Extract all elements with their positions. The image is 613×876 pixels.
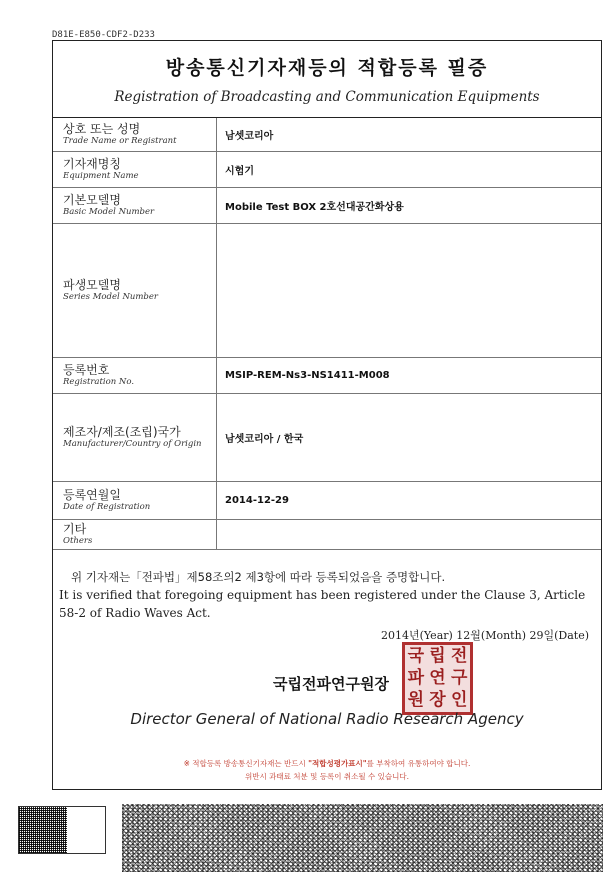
- registration-table: [53, 117, 601, 550]
- field-label: [53, 358, 217, 393]
- field-label: [53, 482, 217, 519]
- notice-line-2: 위반시 과태료 처분 및 등록이 취소될 수 있습니다.: [245, 772, 409, 781]
- field-row-registration-no: [53, 358, 601, 394]
- field-row-basic-model: [53, 188, 601, 224]
- qr-pattern: [19, 807, 67, 853]
- seal-char: 립: [429, 645, 446, 666]
- field-label: [53, 520, 217, 549]
- field-label-en: Date of Registration: [63, 501, 151, 512]
- field-label-en: Others: [63, 535, 93, 546]
- field-label-en: Trade Name or Registrant: [63, 135, 177, 146]
- issue-date: 2014년(Year) 12월(Month) 29일(Date): [380, 629, 589, 642]
- statement-korean: 위 기자재는「전파법」제58조의2 제3항에 따라 등록되었음을 증명합니다.: [71, 570, 446, 584]
- notice-emphasis: "적합성평가표시": [308, 759, 367, 768]
- document-id: D81E-E850-CDF2-D233: [52, 30, 155, 40]
- field-label-en: Series Model Number: [63, 291, 158, 302]
- seal-char: 파: [407, 667, 425, 688]
- field-row-series-model: [53, 224, 601, 358]
- director-title: Director General of National Radio Research Agency: [130, 710, 524, 728]
- 2d-barcode: [122, 804, 603, 872]
- field-label-ko: 등록번호: [63, 362, 110, 377]
- notice-prefix: ※ 적합등록 방송통신기자재는 반드시: [183, 759, 306, 768]
- seal-char: 장: [429, 690, 446, 711]
- field-row-manufacturer: [53, 394, 601, 482]
- official-seal: [402, 642, 473, 715]
- field-value-registration-date: 2014-12-29: [225, 495, 289, 506]
- field-row-others: [53, 520, 601, 550]
- notice-line-1: [53, 757, 601, 770]
- field-row-trade-name: [53, 118, 601, 152]
- field-label: [53, 394, 217, 481]
- seal-char: 원: [407, 690, 425, 711]
- field-value-trade-name: 남셋코리아: [225, 131, 274, 142]
- field-label-ko: 파생모델명: [63, 277, 121, 292]
- field-label-ko: 상호 또는 성명: [63, 121, 141, 136]
- field-row-equipment-name: [53, 152, 601, 188]
- title-english: Registration of Broadcasting and Communication Equipments: [114, 89, 540, 105]
- field-label-en: Manufacturer/Country of Origin: [63, 438, 202, 449]
- issuer-title: 국립전파연구원장: [273, 675, 389, 693]
- seal-char: 전: [450, 645, 468, 666]
- field-label-ko: 등록연월일: [63, 487, 121, 502]
- field-label-en: Registration No.: [63, 376, 135, 387]
- notice: [53, 757, 601, 783]
- field-value-equipment-name: 시험기: [225, 166, 254, 177]
- seal-char: 국: [407, 645, 425, 666]
- seal-char: 인: [450, 690, 468, 711]
- field-label-en: Equipment Name: [63, 170, 139, 181]
- field-label: [53, 188, 217, 223]
- field-label: [53, 224, 217, 357]
- field-label-ko: 제조자/제조(조립)국가: [63, 424, 181, 439]
- qr-code: [18, 806, 106, 854]
- field-row-registration-date: [53, 482, 601, 520]
- notice-suffix: 를 부착하여 유통하여야 합니다.: [366, 759, 471, 768]
- field-label: [53, 118, 217, 151]
- field-label: [53, 152, 217, 187]
- field-value-basic-model: Mobile Test BOX 2호선대공간화상용: [225, 202, 404, 213]
- seal-char: 구: [450, 667, 468, 688]
- field-label-ko: 기자재명칭: [63, 156, 121, 171]
- field-value-manufacturer: 남셋코리아 / 한국: [225, 434, 304, 445]
- statement-english: It is verified that foregoing equipment has been registered under the Clause 3, Article 58-2 of Radio Waves Act.: [59, 588, 586, 620]
- field-value-series-model: [217, 224, 601, 357]
- certificate-frame: [52, 40, 602, 790]
- field-value-others: [217, 520, 601, 549]
- seal-char: 연: [429, 667, 446, 688]
- field-label-ko: 기본모델명: [63, 192, 121, 207]
- field-label-en: Basic Model Number: [63, 206, 155, 217]
- field-label-ko: 기타: [63, 521, 87, 536]
- title-korean: 방송통신기자재등의 적합등록 필증: [165, 57, 489, 79]
- field-value-registration-no: MSIP-REM-Ns3-NS1411-M008: [225, 370, 390, 381]
